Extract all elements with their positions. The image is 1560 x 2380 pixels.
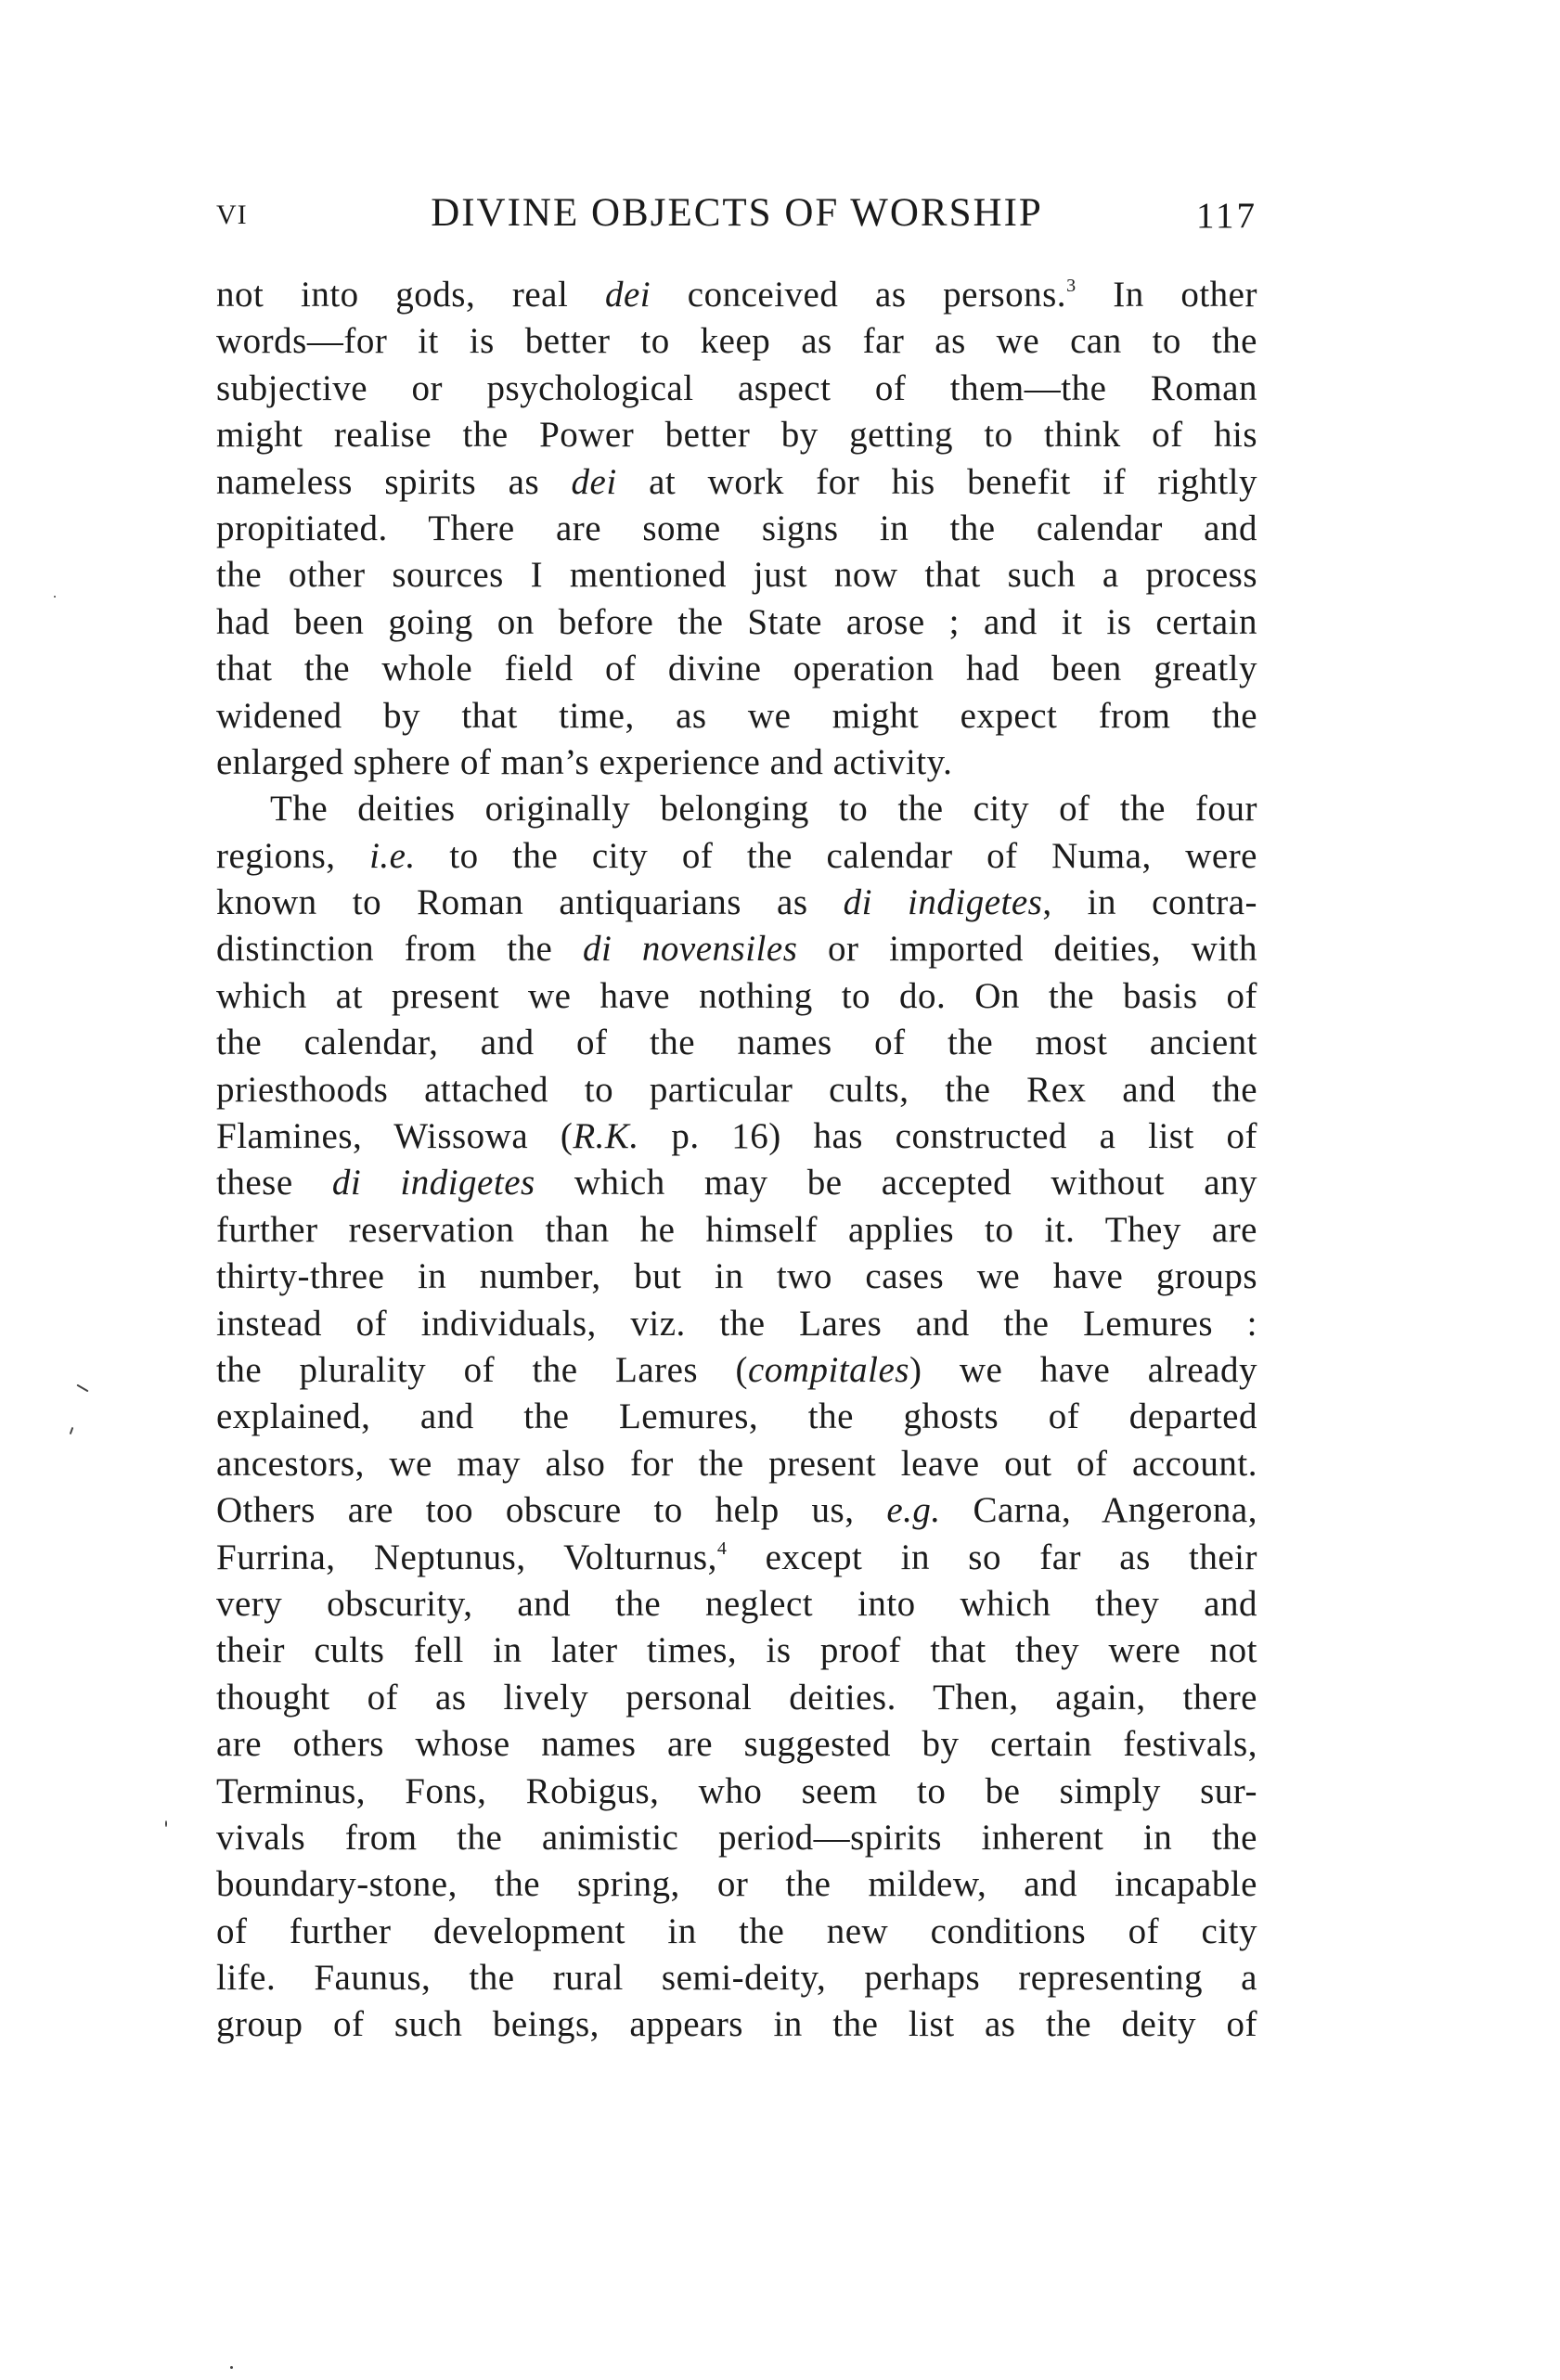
body-text (216, 272, 1257, 2049)
text-line (216, 2001, 1257, 2048)
text-line (216, 1581, 1257, 1627)
text-run: priesthoods attached to particular cults, the Rex and the (216, 1069, 1257, 1110)
text-line (216, 833, 1257, 880)
text-line (216, 880, 1257, 926)
text-line (216, 366, 1257, 412)
text-line (216, 693, 1257, 740)
text-line (216, 1769, 1257, 1815)
chapter-number: VI (216, 199, 248, 230)
text-run: enlarged sphere of man’s experience and activity. (216, 741, 953, 782)
text-run: the other sources I mentioned just now that such a process (216, 555, 1257, 596)
text-line (216, 1113, 1257, 1160)
text-line (216, 318, 1257, 365)
text-run: are others whose names are suggested by certain festivals, (216, 1724, 1257, 1765)
text-run: thought of as lively personal deities. Then, again, there (216, 1677, 1257, 1717)
text-line (216, 1487, 1257, 1534)
text-line (216, 1441, 1257, 1487)
italic-text: R.K. (573, 1116, 639, 1157)
text-run: explained, and the Lemures, the ghosts of departed (216, 1396, 1257, 1437)
text-run: p. 16) has constructed a list of (638, 1116, 1257, 1157)
scan-speck (230, 2366, 233, 2369)
text-line (216, 459, 1257, 506)
text-run: very obscurity, and the neglect into which they and (216, 1583, 1257, 1624)
text-line (216, 1909, 1257, 1955)
text-run: might realise the Power better by getting to think of his (216, 415, 1257, 456)
page-number: 117 (1195, 196, 1257, 236)
text-line (216, 1627, 1257, 1674)
text-run: these (216, 1163, 332, 1203)
text-line (216, 1675, 1257, 1721)
italic-text: dei (604, 275, 651, 315)
text-run: propitiated. There are some signs in the calendar and (216, 508, 1257, 548)
text-run: the calendar, and of the names of the most ancient (216, 1023, 1257, 1063)
text-line (216, 646, 1257, 692)
text-line (216, 1301, 1257, 1347)
text-run: In other (1076, 275, 1257, 315)
text-run: subjective or psychological aspect of them—the Roman (216, 367, 1257, 408)
text-line (216, 599, 1257, 646)
running-head (216, 190, 1257, 246)
text-run: Terminus, Fons, Robigus, who seem to be simply sur- (216, 1770, 1257, 1811)
italic-text: di indigetes (331, 1163, 535, 1203)
text-line (216, 926, 1257, 972)
italic-text: compitales (748, 1349, 909, 1390)
text-run: group of such beings, appears in the list as the deity of (216, 2004, 1257, 2045)
italic-text: e.g. (886, 1490, 941, 1531)
text-line (216, 1535, 1257, 1581)
text-run: life. Faunus, the rural semi-deity, perhaps representing a (216, 1958, 1257, 1999)
text-line (216, 412, 1257, 458)
scan-speck (76, 1384, 88, 1393)
text-line (216, 1020, 1257, 1066)
text-line (216, 1721, 1257, 1768)
text-run: known to Roman antiquarians as (216, 882, 844, 923)
text-line (216, 1861, 1257, 1908)
text-run: had been going on before the State arose ; and it is certain (216, 601, 1257, 642)
text-run: , in contra- (1042, 882, 1258, 923)
footnote-ref: 3 (1066, 276, 1077, 296)
text-run: which may be accepted without any (535, 1163, 1258, 1203)
text-run: thirty-three in number, but in two cases we have groups (216, 1256, 1257, 1297)
scan-speck (70, 1427, 74, 1434)
text-line (216, 1207, 1257, 1254)
text-run: which at present we have nothing to do. On the basis of (216, 975, 1257, 1016)
text-run: ancestors, we may also for the present leave out of account. (216, 1443, 1257, 1484)
scan-speck (54, 596, 56, 598)
text-line (216, 973, 1257, 1020)
text-run: Furrina, Neptunus, Volturnus, (216, 1537, 717, 1577)
text-run: regions, (216, 835, 370, 876)
italic-text: di novensiles (582, 929, 798, 970)
text-run: distinction from the (216, 929, 583, 970)
text-run: widened by that time, as we might expect from the (216, 695, 1257, 736)
text-run: Flamines, Wissowa ( (216, 1116, 574, 1157)
text-run: The deities originally belonging to the city of the four (270, 789, 1257, 830)
text-run: that the whole field of divine operation had been greatly (216, 649, 1257, 689)
text-run: words—for it is better to keep as far as we can to the (216, 321, 1257, 362)
italic-text: di indigetes (843, 882, 1043, 923)
text-run: their cults fell in later times, is proof that they were not (216, 1630, 1257, 1671)
text-run: Carna, Angerona, (940, 1490, 1257, 1531)
text-line (216, 1815, 1257, 1861)
text-line (216, 786, 1257, 832)
text-run: conceived as persons. (651, 275, 1067, 315)
text-line (216, 740, 1257, 786)
text-line (216, 1347, 1257, 1394)
page-title: DIVINE OBJECTS OF WORSHIP (431, 191, 1043, 235)
scan-speck (165, 1820, 167, 1827)
italic-text: i.e. (369, 835, 416, 876)
text-line (216, 272, 1257, 318)
text-run: instead of individuals, viz. the Lares and the Lemures : (216, 1303, 1257, 1344)
text-run: vivals from the animistic period—spirits inherent in the (216, 1817, 1257, 1858)
text-line (216, 506, 1257, 552)
text-line (216, 1955, 1257, 2001)
text-run: not into gods, real (216, 275, 605, 315)
text-run: boundary-stone, the spring, or the mildew, and incapable (216, 1864, 1257, 1905)
text-line (216, 1160, 1257, 1206)
text-run: to the city of the calendar of Numa, were (415, 835, 1257, 876)
text-run: nameless spirits as (216, 461, 572, 502)
text-line (216, 1067, 1257, 1113)
footnote-ref: 4 (716, 1537, 728, 1559)
text-line (216, 552, 1257, 598)
text-run: of further development in the new conditions of city (216, 1910, 1257, 1951)
italic-text: dei (571, 461, 617, 502)
text-run: except in so far as their (727, 1537, 1257, 1577)
text-line (216, 1394, 1257, 1440)
text-line (216, 1254, 1257, 1300)
text-run: or imported deities, with (797, 929, 1258, 970)
text-run: further reservation than he himself applies to it. They are (216, 1209, 1257, 1250)
text-run: ) we have already (909, 1349, 1257, 1390)
text-run: the plurality of the Lares ( (216, 1349, 748, 1390)
text-run: at work for his benefit if rightly (616, 461, 1257, 502)
text-run: Others are too obscure to help us, (216, 1490, 887, 1531)
